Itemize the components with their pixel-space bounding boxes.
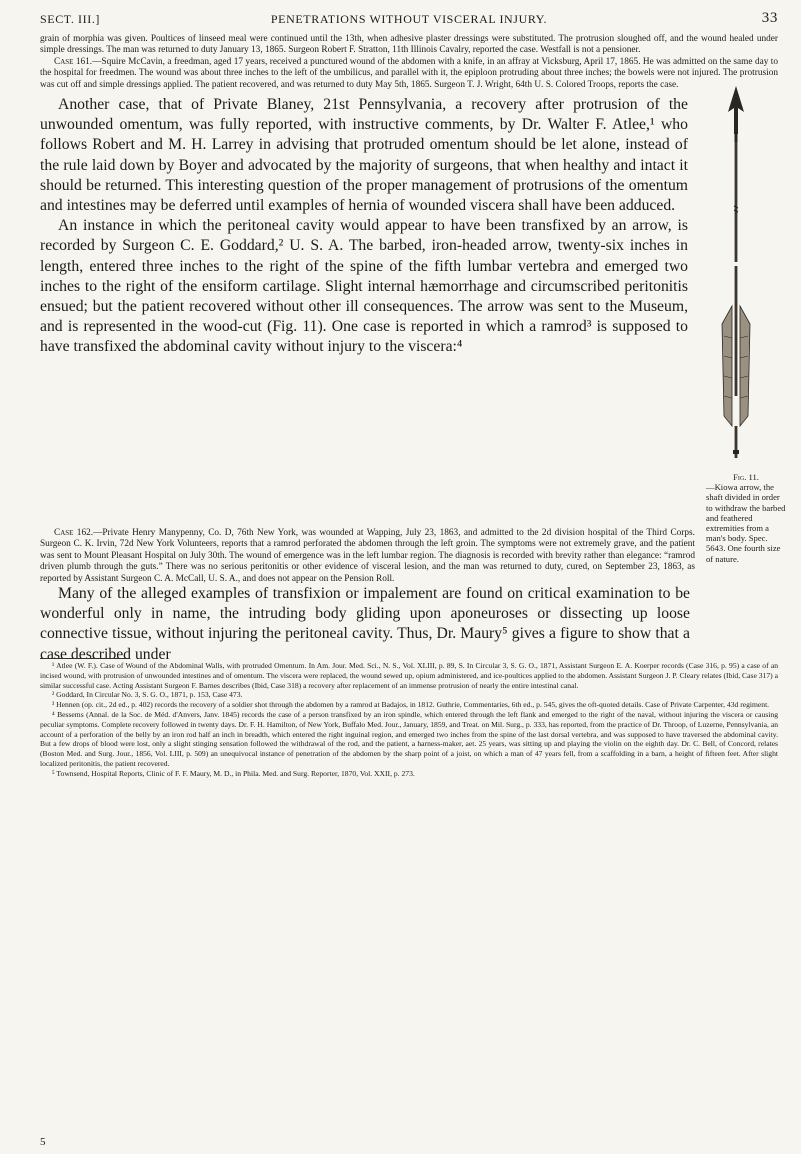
case-162: [40, 528, 695, 585]
body-block-1: [40, 95, 688, 358]
body-paragraph-1: Another case, that of Private Blaney, 21st Pennsylvania, a recovery after protrusion of the unwounded omentum, was fully reported, with instructive comments, by Dr. Walter F. Atlee,¹ who follows Robert and M. H. Larrey in advising that protruded omentum should be let alone, instead of the rule laid down by Boyer and advocated by the majority of surgeons, that when healthy and intact it should be returned. This interesting question of the proper management of protrusions of the omentum and intestines may be deferred until examples of hernia of wounded viscera shall have been adduced.: [40, 96, 688, 215]
body-paragraph-3: Many of the alleged examples of transfixion or impalement are found on critical examination to be wonderful only in name, the intruding body gliding upon aponeuroses or dissecting up loose connective tissue, without injuring the peritoneal cavity. Thus, Dr. Maury⁵ gives a figure to show that a case described under: [40, 585, 690, 663]
section-label: SECT. III.]: [40, 12, 101, 26]
arrow-shaft-lower: [735, 266, 738, 396]
arrow-nock: [733, 426, 739, 458]
case-162-text: —Private Henry Manypenny, Co. D, 76th New York, was wounded at Wapping, July 23, 1863, and admitted to the 2d division hospital of the Third Corps. Surgeon C. K. Irvin, 72d New York Volunteers, reports that a ramrod perforated the abdomen through the left groin. The symptoms were not extremely grave, and the patient was sent to Mount Pleasant Hospital on July 30th. The wound of emergence was in the left lumbar region. The diagnosis is recorded with brevity rather than elegance: “ramrod driven plumb through the guts.” There was no serious peritonitis or other evidence of visceral lesion, and the man was returned to duty, cured, on September 23, 1863, as reported by Assistant Surgeon C. A. McCall, U. S. A., and does not appear on the Pension Roll.: [40, 528, 695, 584]
footnote-4: ⁴ Bessems (Annal. de la Soc. de Méd. d'Anvers, Janv. 1845) records the case of a person transfixed by an iron spindle, which entered through the left flank and emerged to the right of the naval, without injuring the viscera or causing peculiar symptoms. Complete recovery followed in twenty days. Dr. F. H. Hamilton, of New York, Buffalo Med. Jour., January, 1859, and Treat. on Mil. Surg., p. 333, has reported, from the practice of Dr. Throop, of Luzerne, Pennsylvania, an account of a perforation of the belly by an iron rod half an inch in breadth, which entered the right inguinal region, and emerged two inches from the spine of the last dorsal vertebra, and was supposed to have traversed the abdominal cavity. But a few drops of blood were lost, only a slight stinging sensation followed the withdrawal of the rod, and the patient, a harness-maker, aet. 25 years, was sitting up and playing the violin on the eighth day. Dr. C. Bell, of Concord, relates (Boston Med. and Surg. Jour., 1856, Vol. LIII, p. 509) an unequivocal instance of penetration of the abdomen by the sharp point of a joist, on which a man of 47 years fell, from a scaffolding in a barn, a height of fifteen feet. After slight localized peritonitis, the patient recovered.: [40, 709, 778, 768]
case-161: [40, 57, 778, 91]
body-paragraph-2: An instance in which the peritoneal cavity would appear to have been transfixed by an arrow, is recorded by Surgeon C. E. Goddard,² U. S. A. The barbed, iron-headed arrow, twenty-six inches in length, entered three inches to the right of the spine of the fifth lumbar vertebra and emerged two inches to the right of the ensiform cartilage. Slight internal hæmorrhage and circumscribed peritonitis ensued; but the patient recovered without other ill consequences. The arrow was sent to the Museum, and is represented in the wood-cut (Fig. 11). One case is reported in which a ramrod³ is supposed to have transfixed the abdominal cavity without injury to the viscera:⁴: [40, 217, 688, 356]
footnote-2: ² Goddard, In Circular No. 3, S. G. O., 1871, p. 153, Case 473.: [52, 690, 243, 700]
body-block-3: [40, 584, 690, 665]
page-number: 33: [761, 10, 778, 26]
case-162-label: Case 162.: [54, 528, 94, 538]
kiowa-arrow-figure: [714, 86, 758, 496]
signature-mark: 5: [40, 1136, 46, 1148]
footnote-rule: [40, 658, 130, 659]
case-161-label: Case 161.: [54, 56, 93, 67]
figure-caption-text: —Kiowa arrow, the shaft divided in order to withdraw the barbed and feathered extremities from a man's body. Spec. 5643. One fourth size of nature.: [706, 482, 786, 564]
footnotes: [40, 661, 778, 779]
case-161-text: —Squire McCavin, a freedman, aged 17 years, received a punctured wound of the abdomen with a knife, in an affray at Vicksburg, April 17, 1865. He was admitted on the same day to the hospital for freedmen. The wound was about three inches to the left of the umbilicus, and parallel with it, the epiploon protruding about three inches; the bowels were not injured. The protrusion was cut off and simple dressings applied. The patient recovered, and was returned to duty May 5th, 1865. Surgeon T. J. Wright, 64th U. S. Colored Troops, reports the case.: [40, 56, 778, 90]
arrow-shaft-upper: [734, 142, 738, 262]
figure-caption: [706, 472, 786, 564]
footnote-1: ¹ Atlee (W. F.). Case of Wound of the Abdominal Walls, with protruded Omentum. In Am. Jour. Med. Sci., N. S., Vol. XLIII, p. 89, S. In Circular 3, S. G. O., 1871, Assistant Surgeon E. A. Koerper records (Case 316, p. 95) a case of an incised wound, with protrusion of unwounded intestines and of omentum. The viscera were replaced, the wound sewed up, opium administered, and ice-poultices applied to the abdomen. Assistant Surgeon J. P. Cleary relates (Ibid, Case 317) a similar successful case. Acting Assistant Surgeon F. Barnes describes (Ibid, Case 318) a recovery after replacement of an immense protrusion of nearly the entire intestinal canal.: [40, 661, 778, 690]
running-title: PENETRATIONS WITHOUT VISCERAL INJURY.: [270, 12, 548, 26]
footnote-5: ⁵ Townsend, Hospital Reports, Clinic of F. F. Maury, M. D., in Phila. Med. and Surg. Reporter, 1870, Vol. XXII, p. 273.: [52, 768, 415, 778]
footnote-3: ³ Hennen (op. cit., 2d ed., p. 402) records the recovery of a soldier shot through the abdomen by a ramrod at Badajos, in 1812. Guthrie, Commentaries, 6th ed., p. 545, gives the oft-quoted details. Case of Private Carpenter, 43d regiment.: [52, 700, 770, 710]
intro-paragraph: grain of morphia was given. Poultices of linseed meal were continued until the 13th, when adhesive plaster dressings were substituted. The protrusion sloughed off, and the wound healed under simple dressings. The man was returned to duty January 13, 1865. Surgeon Robert F. Stratton, 11th Illinois Cavalry, reported the case. Westfall is not a pensioner.: [40, 34, 778, 56]
intro-block: [40, 34, 778, 91]
running-header: [40, 12, 778, 30]
arrow-barbed-head: [728, 86, 744, 142]
figure-label: Fig. 11.: [733, 472, 759, 482]
